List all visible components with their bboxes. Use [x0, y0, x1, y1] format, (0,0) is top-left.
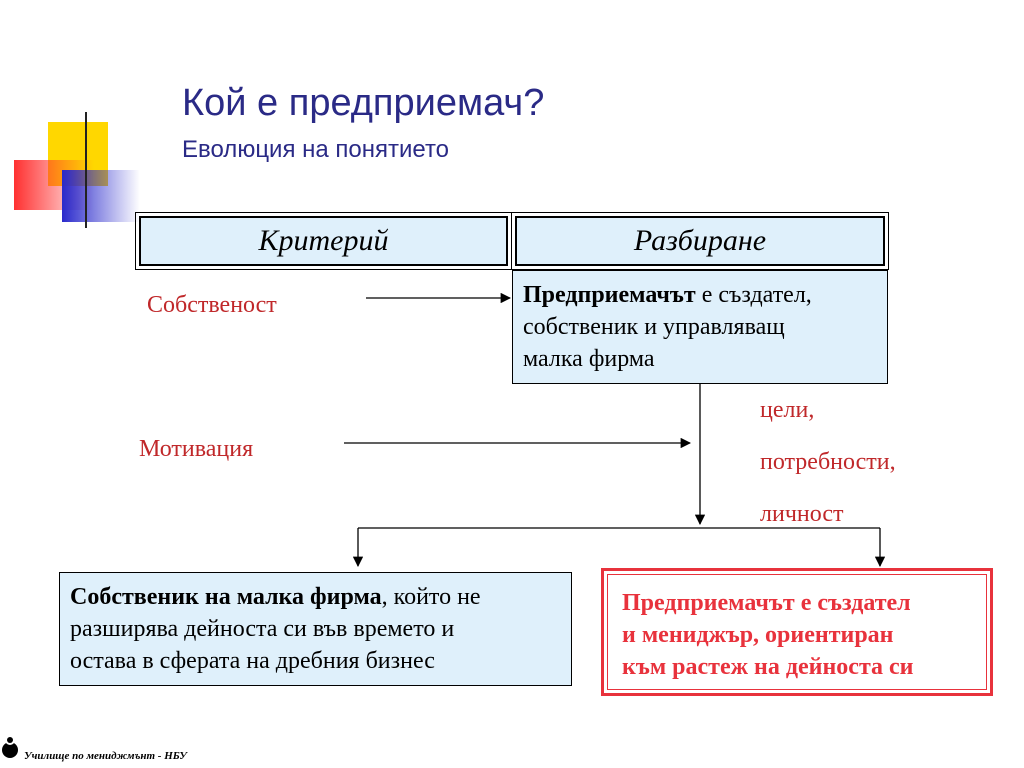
bottom-right-line-1: Предприемачът е създател: [622, 590, 911, 616]
entrepreneur-definition-box: [512, 270, 888, 384]
bottom-left-line-2: разширява дейноста си във времето и: [70, 616, 455, 642]
logo-squares: [14, 112, 960, 228]
header-understanding-label: Разбиране: [515, 216, 885, 266]
page-title: Кой е предприемач?: [182, 82, 545, 124]
top-box-line-1: [523, 279, 887, 311]
top-box-line-3: малка фирма: [523, 346, 655, 372]
motivation-list: [760, 384, 896, 540]
bottom-right-line-3: към растеж на дейноста си: [622, 654, 914, 680]
page-subtitle: Еволюция на понятието: [182, 136, 450, 163]
growth-entrepreneur-box: [601, 568, 993, 696]
criterion-ownership: Собственост: [147, 292, 277, 318]
criterion-motivation: Мотивация: [139, 436, 254, 462]
motivation-item-personality: личност: [760, 501, 844, 527]
bottom-left-line-1-rest: , който не: [381, 584, 481, 610]
header-understanding: [511, 212, 889, 270]
blue-square: [62, 170, 140, 222]
bottom-left-line-3: остава в сферата на дребния бизнес: [70, 648, 435, 674]
footer-school-name: Училище по мениджмънт - НБУ: [24, 750, 187, 762]
bottom-left-bold: Собственик на малка фирма: [70, 584, 382, 610]
small-business-owner-box: [59, 572, 572, 686]
top-box-line-1-rest: е създател,: [695, 282, 812, 308]
header-criterion: [135, 212, 512, 270]
motivation-item-needs: потребности,: [760, 449, 896, 475]
top-box-line-2: собственик и управляващ: [523, 314, 785, 340]
header-criterion-label: Критерий: [139, 216, 508, 266]
motivation-item-goals: цели,: [760, 397, 815, 423]
bottom-left-line-1: [70, 581, 571, 613]
top-box-bold: Предприемачът: [523, 282, 696, 308]
bottom-right-line-2: и мениджър, ориентиран: [622, 622, 894, 648]
footer-logo-icon: [2, 735, 18, 758]
growth-entrepreneur-text: [607, 574, 987, 690]
